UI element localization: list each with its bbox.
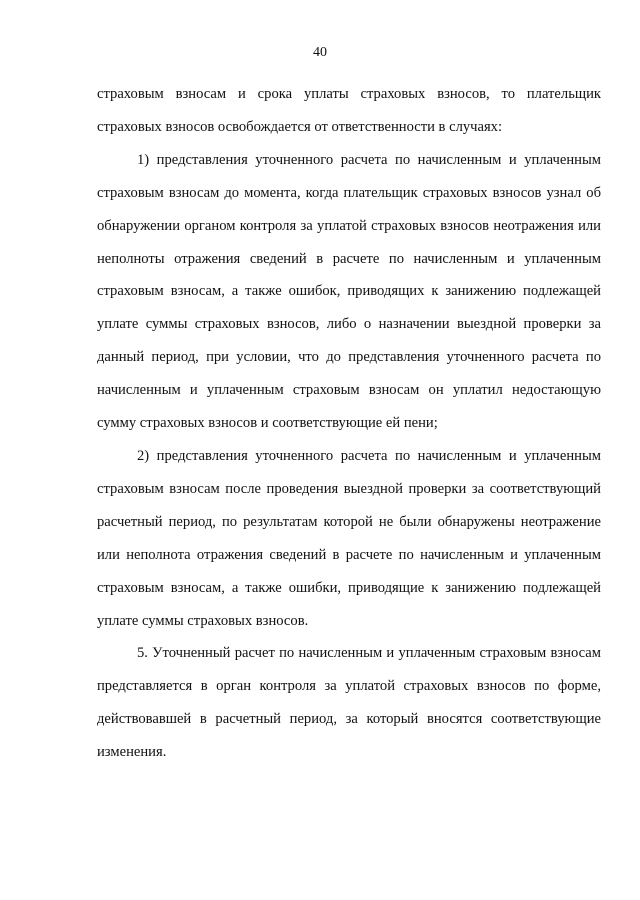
- body-text: [97, 78, 601, 769]
- paragraph-item-1: 1) представления уточненного расчета по начисленным и уплаченным страховым взносам до момента, когда плательщик страховых взносов узнал об обнаружении органом контроля за уплатой страховых взносов неотражения или неполноты отражения сведений в расчете по начисленным и уплаченным страховым взносам, а также ошибок, приводящих к занижению подлежащей уплате суммы страховых взносов, либо о назначении выездной проверки за данный период, при условии, что до представления уточненного расчета по начисленным и уплаченным страховым взносам он уплатил недостающую сумму страховых взносов и соответствующие ей пени;: [97, 151, 601, 432]
- paragraph-item-2: 2) представления уточненного расчета по начисленным и уплаченным страховым взносам после проведения выездной проверки за соответствующий расчетный период, по результатам которой не были обнаружены неотражение или неполнота отражения сведений в расчете по начисленным и уплаченным страховым взносам, а также ошибки, приводящие к занижению подлежащей уплате суммы страховых взносов.: [97, 447, 601, 629]
- page-number: 40: [313, 45, 327, 60]
- paragraph-clause-5: 5. Уточненный расчет по начисленным и уплаченным страховым взносам представляется в орган контроля за уплатой страховых взносов по форме, действовавшей в расчетный период, за который вносятся соответствующие изменения.: [97, 645, 601, 761]
- paragraph-continued: страховым взносам и срока уплаты страховых взносов, то плательщик страховых взносов освобождается от ответственности в случаях:: [97, 86, 601, 135]
